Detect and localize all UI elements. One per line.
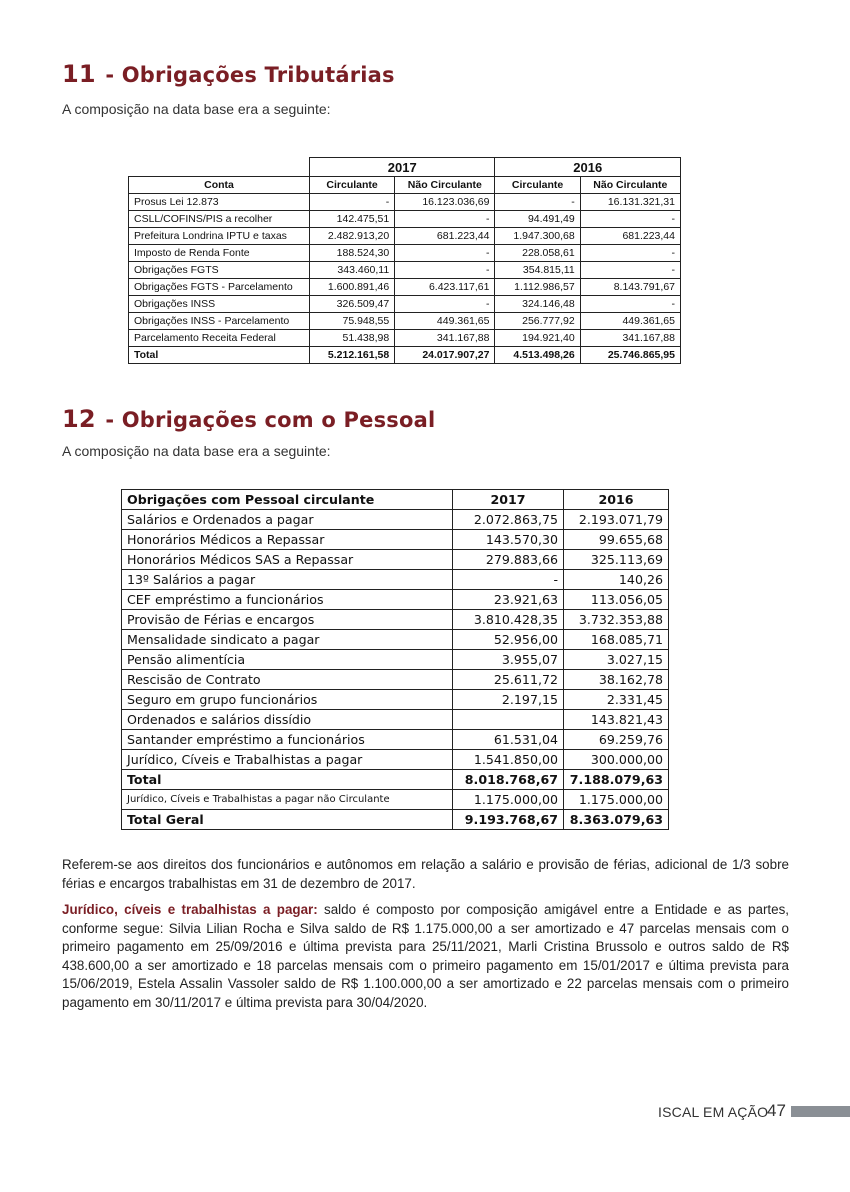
table-cell: 2.331,45 [564, 690, 669, 710]
table-cell: 8.143.791,67 [580, 279, 680, 296]
section-12-title [62, 405, 435, 433]
table-cell: 228.058,61 [495, 245, 580, 262]
table-header-row [122, 490, 669, 510]
column-header: Conta [129, 177, 310, 194]
table-cell: Obrigações FGTS [129, 262, 310, 279]
section-12-title-text: - Obrigações com o Pessoal [105, 408, 436, 432]
table-cell: 3.810.428,35 [453, 610, 564, 630]
table-cell: - [395, 296, 495, 313]
table-cell: 1.175.000,00 [564, 790, 669, 810]
table-cell: 168.085,71 [564, 630, 669, 650]
table-cell: 341.167,88 [395, 330, 495, 347]
paragraph-highlight: Jurídico, cíveis e trabalhistas a pagar: [62, 902, 318, 917]
table-cell: 1.175.000,00 [453, 790, 564, 810]
table-cell: 8.363.079,63 [564, 810, 669, 830]
table-cell: - [310, 194, 395, 211]
table-cell: 325.113,69 [564, 550, 669, 570]
table-row [129, 296, 681, 313]
column-header: Não Circulante [395, 177, 495, 194]
year-header-2017: 2017 [310, 158, 495, 177]
column-header: Circulante [495, 177, 580, 194]
table-cell: 140,26 [564, 570, 669, 590]
table-row [129, 228, 681, 245]
table-cell: 194.921,40 [495, 330, 580, 347]
table-cell: Salários e Ordenados a pagar [122, 510, 453, 530]
table-cell: 449.361,65 [580, 313, 680, 330]
table-cell: 38.162,78 [564, 670, 669, 690]
table-cell: 324.146,48 [495, 296, 580, 313]
table-cell: 326.509,47 [310, 296, 395, 313]
table-row [129, 313, 681, 330]
page-number: 47 [767, 1101, 786, 1120]
column-header: 2016 [564, 490, 669, 510]
table-cell: 1.947.300,68 [495, 228, 580, 245]
table-row [129, 262, 681, 279]
table-cell: - [495, 194, 580, 211]
table-cell: Seguro em grupo funcionários [122, 690, 453, 710]
table-cell: 2.072.863,75 [453, 510, 564, 530]
table-cell: - [580, 211, 680, 228]
table-row [122, 710, 669, 730]
table-row [122, 650, 669, 670]
table-cell: Honorários Médicos a Repassar [122, 530, 453, 550]
table-cell: 1.112.986,57 [495, 279, 580, 296]
table-row [122, 550, 669, 570]
table-cell: CEF empréstimo a funcionários [122, 590, 453, 610]
table-cell: 1.541.850,00 [453, 750, 564, 770]
section-12-intro: A composição na data base era a seguinte: [62, 443, 331, 459]
table-cell: 8.018.768,67 [453, 770, 564, 790]
table-cell: Total Geral [122, 810, 453, 830]
table-cell: Pensão alimentícia [122, 650, 453, 670]
table-total-row [129, 347, 681, 364]
table-cell: 3.732.353,88 [564, 610, 669, 630]
table-cell: 142.475,51 [310, 211, 395, 228]
table-cell: Santander empréstimo a funcionários [122, 730, 453, 750]
table-row [129, 279, 681, 296]
table-cell: 143.821,43 [564, 710, 669, 730]
table-row [122, 750, 669, 770]
table-cell: 16.131.321,31 [580, 194, 680, 211]
table-year-row [129, 158, 681, 177]
table-cell: - [453, 570, 564, 590]
table-total-row [122, 770, 669, 790]
table-cell: - [395, 245, 495, 262]
table-cell: 113.056,05 [564, 590, 669, 610]
table-cell: Obrigações INSS [129, 296, 310, 313]
table-cell: 61.531,04 [453, 730, 564, 750]
table-cell: Obrigações INSS - Parcelamento [129, 313, 310, 330]
paragraph-legal-obligations [62, 901, 789, 1012]
column-header: Não Circulante [580, 177, 680, 194]
table-cell: Imposto de Renda Fonte [129, 245, 310, 262]
table-non-current-row [122, 790, 669, 810]
table-cell: 681.223,44 [580, 228, 680, 245]
table-cell: Mensalidade sindicato a pagar [122, 630, 453, 650]
table-cell: 3.027,15 [564, 650, 669, 670]
table-cell: - [580, 245, 680, 262]
table-cell: 2.482.913,20 [310, 228, 395, 245]
publication-name: ISCAL EM AÇÃO [658, 1104, 769, 1120]
table-cell: Total [129, 347, 310, 364]
section-11-title [62, 60, 395, 88]
tax-obligations-table [128, 157, 681, 364]
table-cell: 5.212.161,58 [310, 347, 395, 364]
table-cell: 99.655,68 [564, 530, 669, 550]
table-cell: 16.123.036,69 [395, 194, 495, 211]
table-header-row [129, 177, 681, 194]
table-cell: 94.491,49 [495, 211, 580, 228]
table-cell: 143.570,30 [453, 530, 564, 550]
table-cell: Rescisão de Contrato [122, 670, 453, 690]
table-cell: Ordenados e salários dissídio [122, 710, 453, 730]
table-row [122, 690, 669, 710]
table-cell [453, 710, 564, 730]
table-cell: 75.948,55 [310, 313, 395, 330]
table-row [129, 245, 681, 262]
table-cell: - [580, 262, 680, 279]
table-cell: 279.883,66 [453, 550, 564, 570]
table-row [122, 570, 669, 590]
table-cell: 681.223,44 [395, 228, 495, 245]
table-cell: 3.955,07 [453, 650, 564, 670]
personnel-obligations-table [121, 489, 669, 830]
column-header: Obrigações com Pessoal circulante [122, 490, 453, 510]
table-cell: - [395, 262, 495, 279]
table-row [122, 630, 669, 650]
table-cell: 1.600.891,46 [310, 279, 395, 296]
table-row [122, 510, 669, 530]
paragraph-body: saldo é composto por composição amigável entre a Entidade e as partes, conforme segue: Silvia Lilian Rocha e Silva saldo de R$ 1.175.000,00 a ser amortizado e 47 parcelas mensais com o primeiro pagamento em 25/09/2016 e última prevista para 25/11/2021, Marli Cristina Brussolo e outros saldo de R$ 438.600,00 a ser amortizado e 18 parcelas mensais com o primeiro pagamento em 15/01/2017 e última prevista para 15/06/2019, Estela Assalin Vassoler saldo de R$ 1.100.000,00 a ser amortizado e 22 parcelas mensais com o primeiro pagamento em 30/11/2017 e última prevista para 30/04/2020. [62, 902, 789, 1010]
table-cell: 24.017.907,27 [395, 347, 495, 364]
footer-bar [791, 1106, 850, 1117]
table-cell: 23.921,63 [453, 590, 564, 610]
table-cell: 9.193.768,67 [453, 810, 564, 830]
table-cell: - [580, 296, 680, 313]
table-cell: 449.361,65 [395, 313, 495, 330]
table-cell: 4.513.498,26 [495, 347, 580, 364]
table-row [122, 730, 669, 750]
table-cell: Prefeitura Londrina IPTU e taxas [129, 228, 310, 245]
table-cell: 2.193.071,79 [564, 510, 669, 530]
table-cell: 69.259,76 [564, 730, 669, 750]
year-header-2016: 2016 [495, 158, 681, 177]
table-cell: Total [122, 770, 453, 790]
section-11-title-text: - Obrigações Tributárias [105, 63, 395, 87]
table-cell: 300.000,00 [564, 750, 669, 770]
table-cell: 25.611,72 [453, 670, 564, 690]
table-cell: 341.167,88 [580, 330, 680, 347]
table-cell: 256.777,92 [495, 313, 580, 330]
table-cell: 52.956,00 [453, 630, 564, 650]
table-cell: Provisão de Férias e encargos [122, 610, 453, 630]
table-cell: 343.460,11 [310, 262, 395, 279]
table-cell: Honorários Médicos SAS a Repassar [122, 550, 453, 570]
table-row [122, 590, 669, 610]
column-header: 2017 [453, 490, 564, 510]
section-11-number: 11 [62, 60, 96, 88]
table-cell: 354.815,11 [495, 262, 580, 279]
table-cell: Obrigações FGTS - Parcelamento [129, 279, 310, 296]
paragraph-description: Referem-se aos direitos dos funcionários e autônomos em relação a salário e provisão de férias, adicional de 1/3 sobre férias e encargos trabalhistas em 31 de dezembro de 2017. [62, 857, 789, 891]
table-cell: Parcelamento Receita Federal [129, 330, 310, 347]
section-12-number: 12 [62, 405, 96, 433]
table-row [122, 530, 669, 550]
table-cell: Jurídico, Cíveis e Trabalhistas a pagar não Circulante [122, 790, 453, 810]
table-cell: Jurídico, Cíveis e Trabalhistas a pagar [122, 750, 453, 770]
table-row [129, 330, 681, 347]
table-cell: 51.438,98 [310, 330, 395, 347]
table-cell: 13º Salários a pagar [122, 570, 453, 590]
column-header: Circulante [310, 177, 395, 194]
table-cell: 188.524,30 [310, 245, 395, 262]
table-row [122, 610, 669, 630]
table-cell: Prosus Lei 12.873 [129, 194, 310, 211]
table-grand-total-row [122, 810, 669, 830]
table-cell: - [395, 211, 495, 228]
table-cell: 7.188.079,63 [564, 770, 669, 790]
table-cell: 6.423.117,61 [395, 279, 495, 296]
table-cell: CSLL/COFINS/PIS a recolher [129, 211, 310, 228]
table-row [129, 211, 681, 228]
table-cell: 2.197,15 [453, 690, 564, 710]
table-cell: 25.746.865,95 [580, 347, 680, 364]
table-row [122, 670, 669, 690]
table-row [129, 194, 681, 211]
section-11-intro: A composição na data base era a seguinte: [62, 101, 331, 117]
